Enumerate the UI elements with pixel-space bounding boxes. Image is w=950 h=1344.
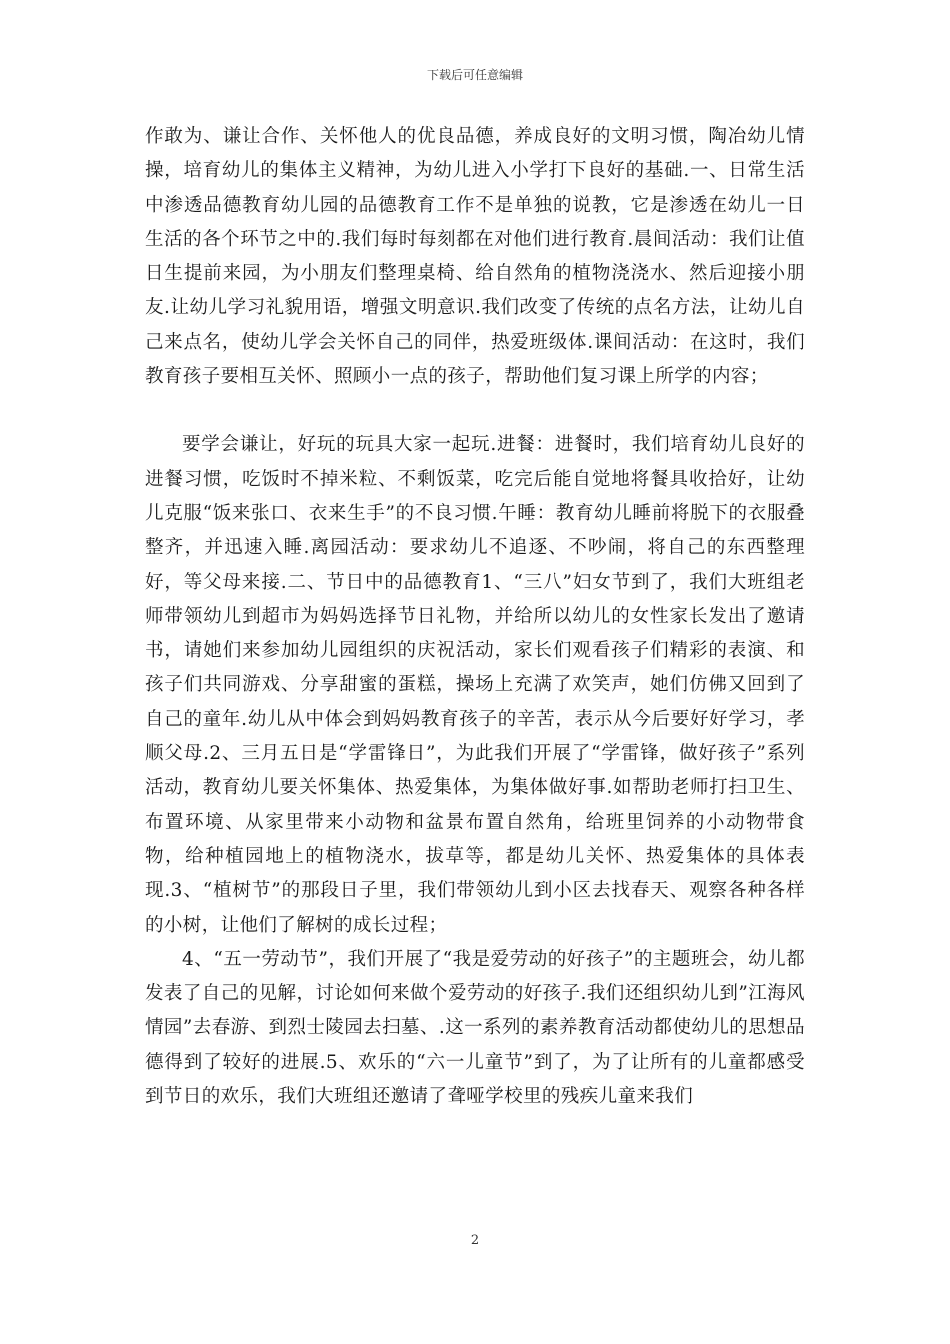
paragraph-3: 4、“五一劳动节”，我们开展了“我是爱劳动的好孩子”的主题班会，幼儿都发表了自己的见解，讨论如何来做个爱劳动的好孩子.我们还组织幼儿到”江海风情园”去春游、到烈士陵园去扫墓、.这一系列的素养教育活动都使幼儿的思想品德得到了较好的进展.5、欢乐的“六一儿童节”到了，为了让所有的儿童都感受到节日的欢乐，我们大班组还邀请了聋哑学校里的残疾儿童来我们: [145, 948, 805, 1108]
paragraph-2: 要学会谦让，好玩的玩具大家一起玩.进餐：进餐时，我们培育幼儿良好的进餐习惯，吃饭时不掉米粒、不剩饭菜，吃完后能自觉地将餐具收拾好，让幼儿克服“饭来张口、衣来生手”的不良习惯.午睡：教育幼儿睡前将脱下的衣服叠整齐，并迅速入睡.离园活动：要求幼儿不追逐、不吵闹，将自己的东西整理好，等父母来接.二、节日中的品德教育1、“三八”妇女节到了，我们大班组老师带领幼儿到超市为妈妈选择节日礼物，并给所以幼儿的女性家长发出了邀请书，请她们来参加幼儿园组织的庆祝活动，家长们观看孩子们精彩的表演、和孩子们共同游戏、分享甜蜜的蛋糕，操场上充满了欢笑声，她们仿佛又回到了自己的童年.幼儿从中体会到妈妈教育孩子的辛苦，表示从今后要好好学习，孝顺父母.2、三月五日是“学雷锋日”，为此我们开展了“学雷锋，做好孩子”系列活动，教育幼儿要关怀集体、热爱集体，为集体做好事.如帮助老师打扫卫生、布置环境、从家里带来小动物和盆景布置自然角，给班里饲养的小动物带食物，给种植园地上的植物浇水，拔草等，都是幼儿关怀、热爱集体的具体表现.3、“植树节”的那段日子里，我们带领幼儿到小区去找春天、观察各种各样的小树，让他们了解树的成长过程；: [145, 434, 805, 936]
document-body: [145, 120, 805, 1114]
page-header: 下载后可任意编辑: [426, 68, 523, 82]
page-number: 2: [470, 1233, 480, 1248]
paragraph-1: 作敢为、谦让合作、关怀他人的优良品德，养成良好的文明习惯，陶冶幼儿情操，培育幼儿的集体主义精神，为幼儿进入小学打下良好的基础.一、日常生活中渗透品德教育幼儿园的品德教育工作不是单独的说教，它是渗透在幼儿一日生活的各个环节之中的.我们每时每刻都在对他们进行教育.晨间活动：我们让值日生提前来园，为小朋友们整理桌椅、给自然角的植物浇浇水、然后迎接小朋友.让幼儿学习礼貌用语，增强文明意识.我们改变了传统的点名方法，让幼儿自己来点名，使幼儿学会关怀自己的同伴，热爱班级体.课间活动：在这时，我们教育孩子要相互关怀、照顾小一点的孩子，帮助他们复习课上所学的内容；: [145, 126, 805, 388]
